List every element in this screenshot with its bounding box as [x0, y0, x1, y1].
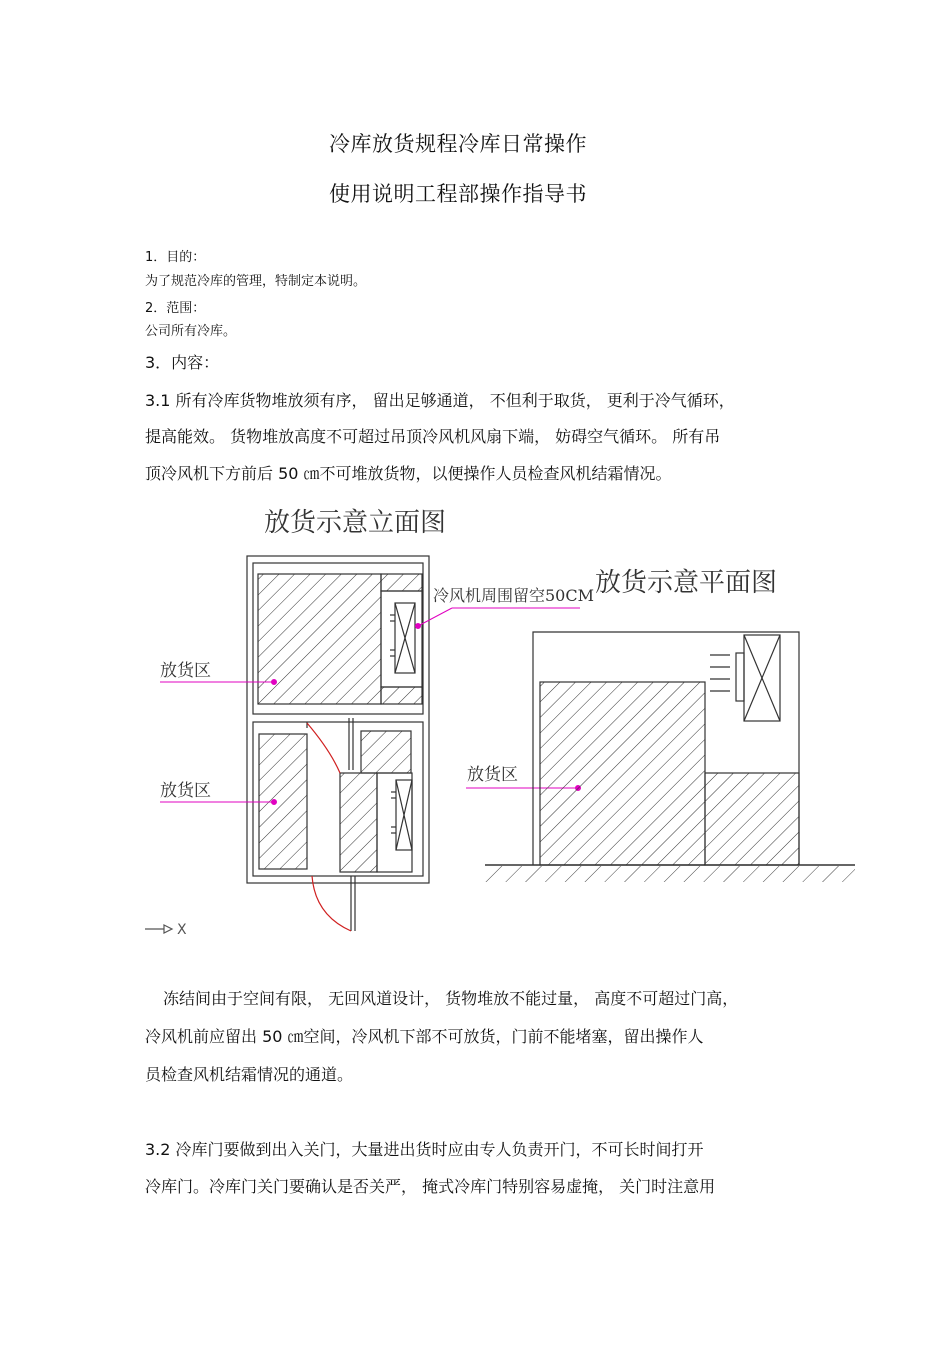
fan-clearance-note: 冷风机周围留空50CM [433, 586, 594, 605]
para-3-2-line-2: 冷库门。冷库门关门要确认是否关严， 掩式冷库门特别容易虚掩， 关门时注意用 [145, 1177, 716, 1196]
x-axis-indicator [145, 922, 187, 938]
para-freeze-line-3: 员检查风机结霜情况的通道。 [145, 1065, 354, 1084]
plan-stack-zone [540, 682, 705, 865]
para-freeze-line-1: 冻结间由于空间有限， 无回风道设计， 货物堆放不能过量， 高度不可超过门高， [163, 989, 739, 1008]
para-3-1-line-2: 提高能效。 货物堆放高度不可超过吊顶冷风机风扇下端， 妨碍空气循环。 所有吊 [145, 427, 721, 446]
zone-label-upper: 放货区 [160, 661, 211, 681]
para-3-1-line-3: 顶冷风机下方前后 50 ㎝不可堆放货物，以便操作人员检查风机结霜情况。 [145, 464, 672, 483]
para-3-1-line-1: 3.1 所有冷库货物堆放须有序， 留出足够通道， 不但利于取货， 更利于冷气循环， [145, 391, 735, 410]
para-freeze-line-2: 冷风机前应留出 50 ㎝空间，冷风机下部不可放货，门前不能堵塞，留出操作人 [145, 1027, 704, 1046]
elevation-drawing [247, 556, 429, 931]
section-2-heading: 2．范围： [145, 301, 206, 316]
section-1-heading: 1．目的： [145, 250, 206, 265]
plan-title: 放货示意平面图 [595, 568, 778, 598]
para-3-2-line-1: 3.2 冷库门要做到出入关门，大量进出货时应由专人负责开门，不可长时间打开 [145, 1140, 704, 1159]
document-title-line-1: 冷库放货规程冷库日常操作 [329, 132, 587, 156]
upper-stack-zone [258, 574, 381, 704]
plan-drawing [485, 632, 855, 882]
zone-label-plan: 放货区 [467, 765, 518, 785]
section-2-text: 公司所有冷库。 [145, 324, 237, 339]
zone-label-lower: 放货区 [160, 781, 211, 801]
storage-diagram [140, 495, 860, 945]
document-title-line-2: 使用说明工程部操作指导书 [329, 182, 587, 206]
x-axis-label: X [177, 922, 187, 938]
section-3-heading: 3．内容： [145, 353, 220, 372]
elevation-title: 放货示意立面图 [264, 508, 447, 538]
lower-right-stack-zone [340, 773, 377, 872]
section-1-text: 为了规范冷库的管理，特制定本说明。 [145, 274, 367, 289]
